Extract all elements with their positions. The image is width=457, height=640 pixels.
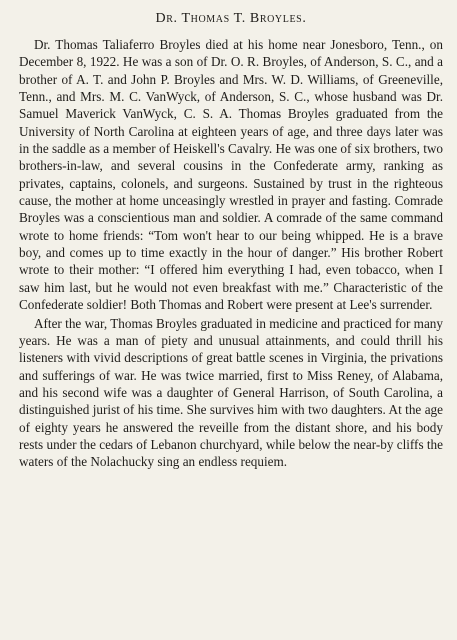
article-title: Dr. Thomas T. Broyles. <box>155 11 307 26</box>
article-paragraph-1: Dr. Thomas Taliaferro Broyles died at his home near Jonesboro, Tenn., on December 8, 1922. He was a son of Dr. O. R. Broyles, of Anderson, S. C., and a brother of A. T. and John P. Broyles and Mrs. W. D. Williams, of Greeneville, Tenn., and Mrs. M. C. VanWyck, of Anderson, S. C., whose husband was Dr. Samuel Maverick VanWyck, C. S. A. Thomas Broyles graduated from the University of North Carolina at eighteen years of age, and three days later was in the saddle as a member of Heiskell's Cavalry. He was one of six brothers, two brothers-in-law, and several cousins in the Confederate army, ranking as privates, captains, colonels, and surgeons. Sustained by trust in the righteous cause, the mother at home unceasingly wrestled in prayer and fasting. Comrade Broyles was a conscientious man and soldier. A comrade of the same command wrote to home friends: “Tom won't hear to our being whipped. He is a brave boy, and comes up to time exactly in the hour of danger.” His brother Robert wrote to their mother: “I offered him everything I had, even tobacco, when I saw him last, but he would not even breakfast with me.” Characteristic of the Confederate soldier! Both Thomas and Robert were present at Lee's surrender. <box>19 37 443 313</box>
article-paragraph-2: After the war, Thomas Broyles graduated in medicine and practiced for many years. He was a man of piety and unusual attainments, and could thrill his listeners with vivid descriptions of great battle scenes in Virginia, the privations and sufferings of war. He was twice married, first to Miss Reney, of Alabama, and his second wife was a daughter of General Harrison, of South Carolina, a distinguished jurist of his time. She survives him with two daughters. At the age of eighty years he answered the reveille from the distant shore, and his body rests under the cedars of Lebanon churchyard, while below the near-by cliffs the waters of the Nolachucky sing an endless requiem. <box>19 315 443 470</box>
